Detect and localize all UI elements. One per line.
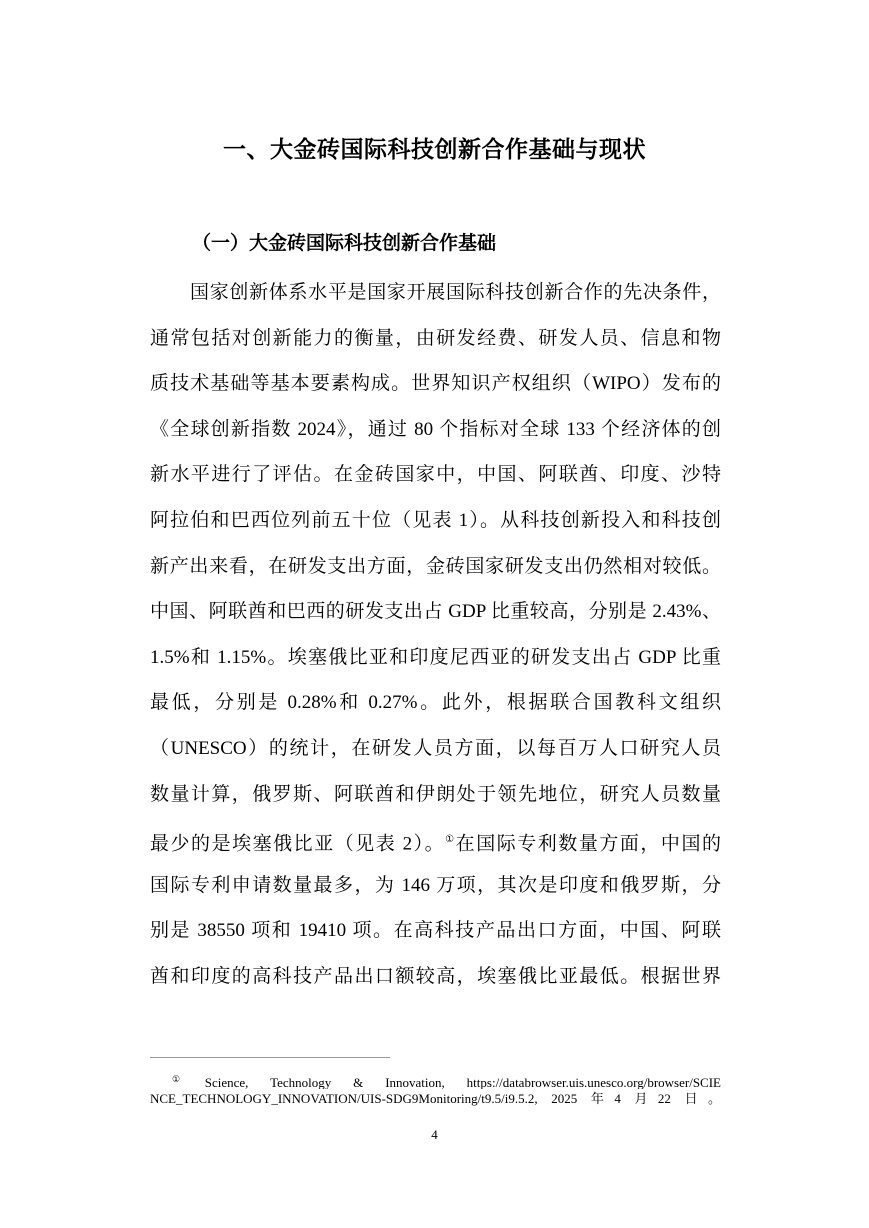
paragraph-line: 质技术基础等基本要素构成。世界知识产权组织（WIPO）发布的 [150, 373, 721, 395]
footnote-text-start: Science, Technology & Innovation, https://databrowser.uis.unesco.org/browser/SCIE [204, 1075, 721, 1089]
footnote-line [150, 1070, 721, 1089]
body-paragraph [150, 270, 721, 1000]
paragraph-line: 最低，分别是 0.28%和 0.27%。此外，根据联合国教科文组织 [150, 692, 721, 714]
paragraph-line: 阿拉伯和巴西位列前五十位（见表 1）。从科技创新投入和科技创 [150, 509, 721, 531]
paragraph-line: 新水平进行了评估。在金砖国家中，中国、阿联酋、印度、沙特 [150, 464, 721, 486]
paragraph-line: 国家创新体系水平是国家开展国际科技创新合作的先决条件， [190, 282, 721, 303]
paragraph-line: 酋和印度的高科技产品出口额较高，埃塞俄比亚最低。根据世界 [150, 965, 721, 987]
paragraph-line: 国际专利申请数量最多，为 146 万项，其次是印度和俄罗斯，分 [150, 874, 721, 896]
page-number: 4 [431, 1127, 438, 1142]
footnote-reference[interactable]: ① [445, 834, 456, 846]
paragraph-line-start: 最少的是埃塞俄比亚（见表 2）。 [150, 833, 446, 855]
paragraph-line: 数量计算，俄罗斯、阿联酋和伊朗处于领先地位，研究人员数量 [150, 783, 721, 805]
paragraph-line: 别是 38550 项和 19410 项。在高科技产品出口方面，中国、阿联 [150, 920, 721, 942]
paragraph-line: 新产出来看，在研发支出方面，金砖国家研发支出仍然相对较低。 [150, 555, 721, 577]
paragraph-line: 《全球创新指数 2024》，通过 80 个指标对全球 133 个经济体的创 [150, 418, 721, 440]
footnote-line: NCE_TECHNOLOGY_INNOVATION/UIS-SDG9Monitoring/t9.5/i9.5.2, 2025 年4 月22 日。 [150, 1091, 721, 1106]
paragraph-line-with-footnote-ref [150, 817, 721, 863]
footnote-divider [150, 1057, 390, 1058]
paragraph-line: 通常包括对创新能力的衡量，由研发经费、研发人员、信息和物 [150, 327, 721, 349]
paragraph-line: 1.5%和 1.15%。埃塞俄比亚和印度尼西亚的研发支出占 GDP 比重 [150, 646, 721, 668]
footnote-marker: ① [172, 1074, 199, 1084]
section-heading: 一、大金砖国际科技创新合作基础与现状 [223, 137, 646, 162]
footnote [150, 1070, 721, 1108]
paragraph-line-end: 在国际专利数量方面，中国的 [455, 833, 721, 855]
paragraph-line: （UNESCO）的统计，在研发人员方面，以每百万人口研究人员 [150, 737, 721, 759]
paragraph-line: 中国、阿联酋和巴西的研发支出占 GDP 比重较高，分别是 2.43%、 [150, 601, 721, 623]
subsection-heading: （一）大金砖国际科技创新合作基础 [192, 233, 497, 254]
